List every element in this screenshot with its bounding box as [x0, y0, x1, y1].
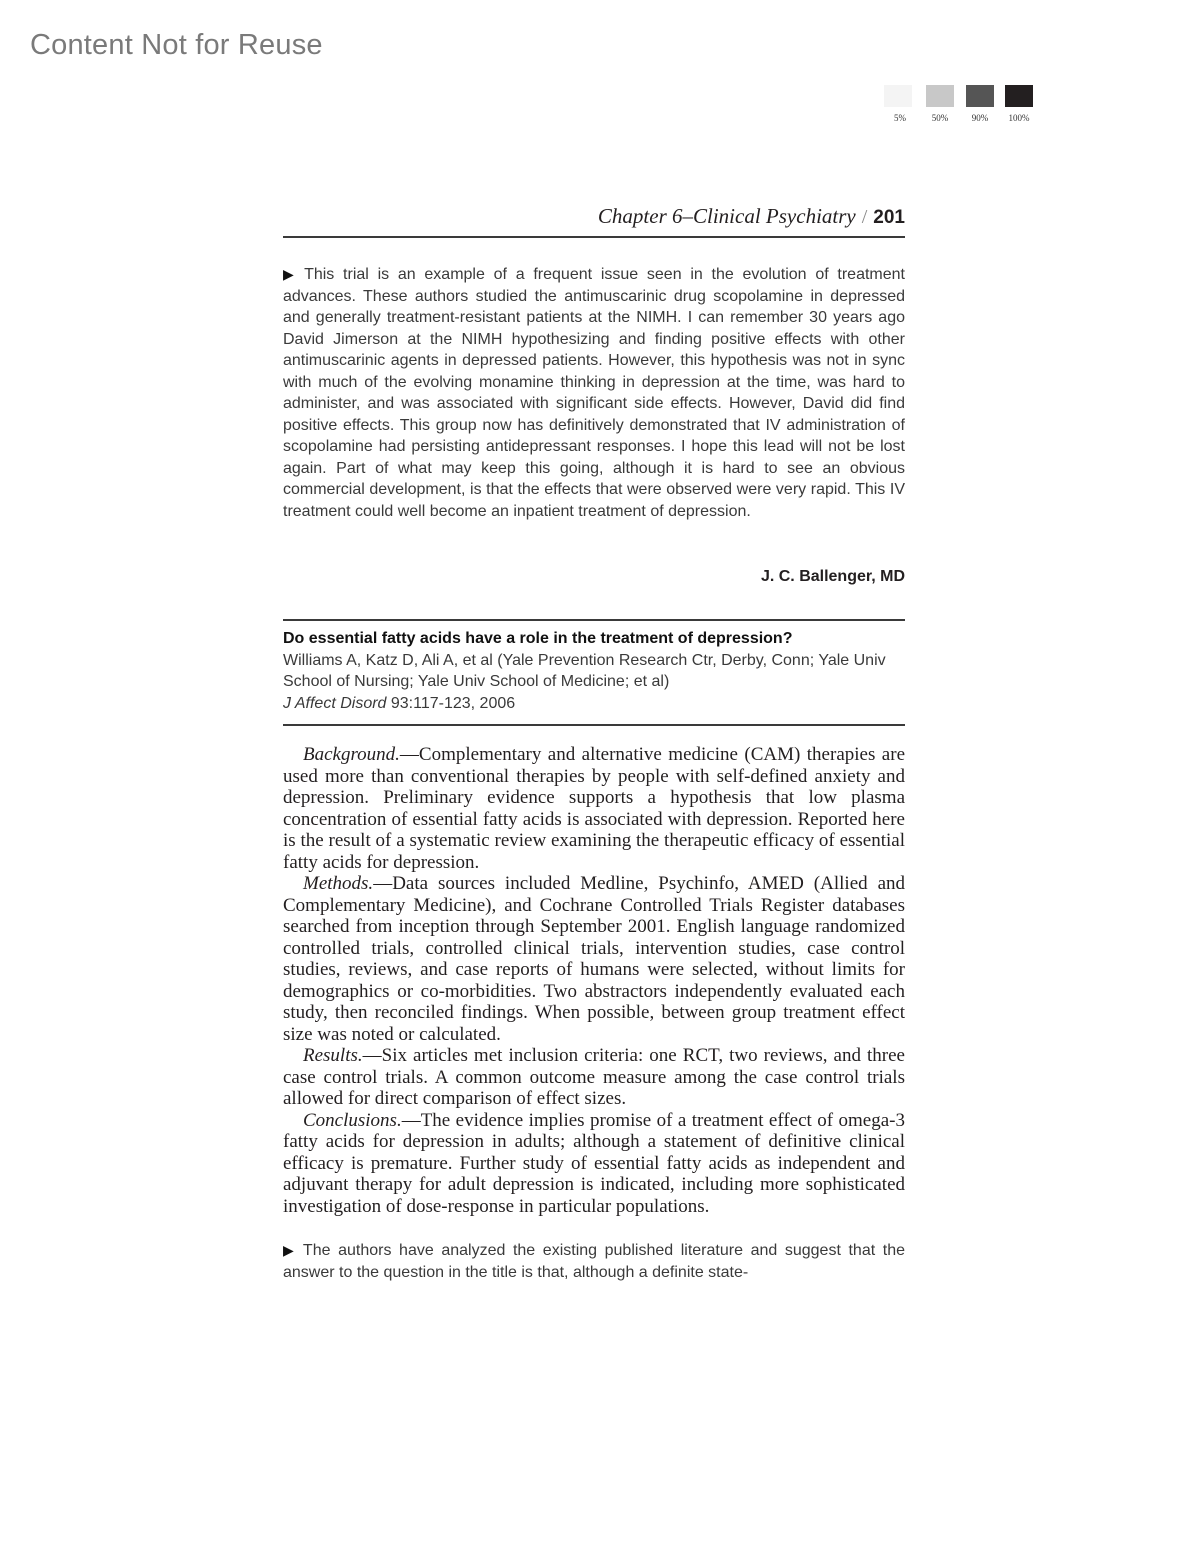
- citation-top-rule: [283, 619, 905, 621]
- swatch-label-90: 90%: [971, 113, 989, 123]
- abstract-background: [283, 744, 905, 873]
- methods-text: —Data sources included Medline, Psychinfo, AMED (Allied and Complementary Medicine), and Cochrane Controlled Trials Register databases searched from inception through September 2001. English language randomized controlled trials, controlled clinical trials, intervention studies, case control studies, reviews, and case reports of humans were selected, without limits for demographics or co-morbidities. Two abstractors independently evaluated each study, then reconciled findings. When possible, between group treatment effect size was noted or calculated.: [283, 873, 905, 1045]
- comment-2-text: The authors have analyzed the existing published literature and suggest that the answer to the question in the title is that, although a definite state-: [283, 1242, 905, 1281]
- article-citation: [283, 628, 905, 714]
- article-abstract: [283, 744, 905, 1217]
- journal-reference: 93:117-123, 2006: [386, 694, 516, 712]
- header-rule: [283, 236, 905, 238]
- background-text: —Complementary and alternative medicine (CAM) therapies are used more than conventional therapies by people with self-defined anxiety and depression. Preliminary evidence supports a hypothesis that low plasma concentration of essential fatty acids is associated with depression. Reported here is the result of a systematic review examining the therapeutic efficacy of essential fatty acids for depression.: [283, 744, 905, 873]
- running-head-separator: /: [861, 206, 868, 228]
- citation-bottom-rule: [283, 724, 905, 726]
- swatch-100: [1005, 85, 1033, 107]
- swatch-label-50: 50%: [931, 113, 949, 123]
- abstract-conclusions: [283, 1110, 905, 1218]
- chapter-title: Chapter 6–Clinical Psychiatry: [597, 204, 856, 228]
- grayscale-calibration-swatches: [884, 85, 1034, 125]
- article-title: Do essential fatty acids have a role in the treatment of depression?: [283, 630, 793, 647]
- comment-arrow-icon: ▶: [283, 266, 299, 282]
- swatch-90: [966, 85, 994, 107]
- watermark: Content Not for Reuse: [30, 29, 323, 61]
- abstract-results: [283, 1045, 905, 1110]
- comment-arrow-icon: ▶: [283, 1242, 297, 1258]
- comment-signature: J. C. Ballenger, MD: [760, 568, 905, 585]
- methods-heading: Methods.: [303, 873, 374, 894]
- journal-name: J Affect Disord: [283, 694, 387, 712]
- conclusions-text: —The evidence implies promise of a treatment effect of omega-3 fatty acids for depression in adults; although a statement of definitive clinical efficacy is premature. Further study of essential fatty acids as independent and adjuvant therapy for adult depression is indicated, including more sophisticated investigation of dose-response in particular populations.: [283, 1109, 905, 1217]
- abstract-methods: [283, 873, 905, 1045]
- swatch-label-100: 100%: [1008, 113, 1030, 123]
- results-heading: Results.: [303, 1045, 363, 1066]
- results-text: —Six articles met inclusion criteria: one RCT, two reviews, and three case control trials. A common outcome measure among the case control trials allowed for direct comparison of effect sizes.: [283, 1045, 905, 1109]
- editor-comment-2: [283, 1240, 905, 1283]
- background-heading: Background.: [303, 744, 400, 765]
- conclusions-heading: Conclusions.: [303, 1109, 402, 1131]
- swatch-label-5: 5%: [894, 113, 906, 123]
- article-authors: Williams A, Katz D, Ali A, et al (Yale Prevention Research Ctr, Derby, Conn; Yale Univ School of Nursing; Yale Univ School of Medicine; et al): [283, 651, 886, 690]
- editor-comment-1: [283, 264, 905, 522]
- running-head: [283, 204, 905, 229]
- swatch-5: [884, 85, 912, 107]
- comment-1-text: This trial is an example of a frequent issue seen in the evolution of treatment advances. These authors studied the antimuscarinic drug scopolamine in depressed and generally treatment-resistant patients at the NIMH. I can remember 30 years ago David Jimerson at the NIMH hypothesizing and finding positive effects with other antimuscarinic agents in depressed patients. However, this hypothesis was not in sync with much of the evolving monamine thinking in depression at the time, was hard to administer, and was associated with significant side effects. However, David did find positive effects. This group now has definitively demonstrated that IV administration of scopolamine had persisting antidepressant responses. I hope this lead will not be lost again. Part of what may keep this going, although it is hard to see an obvious commercial development, is that the effects that were observed were very rapid. This IV treatment could well become an inpatient treatment of depression.: [283, 266, 905, 520]
- swatch-50: [926, 85, 954, 107]
- page-number: 201: [873, 207, 905, 228]
